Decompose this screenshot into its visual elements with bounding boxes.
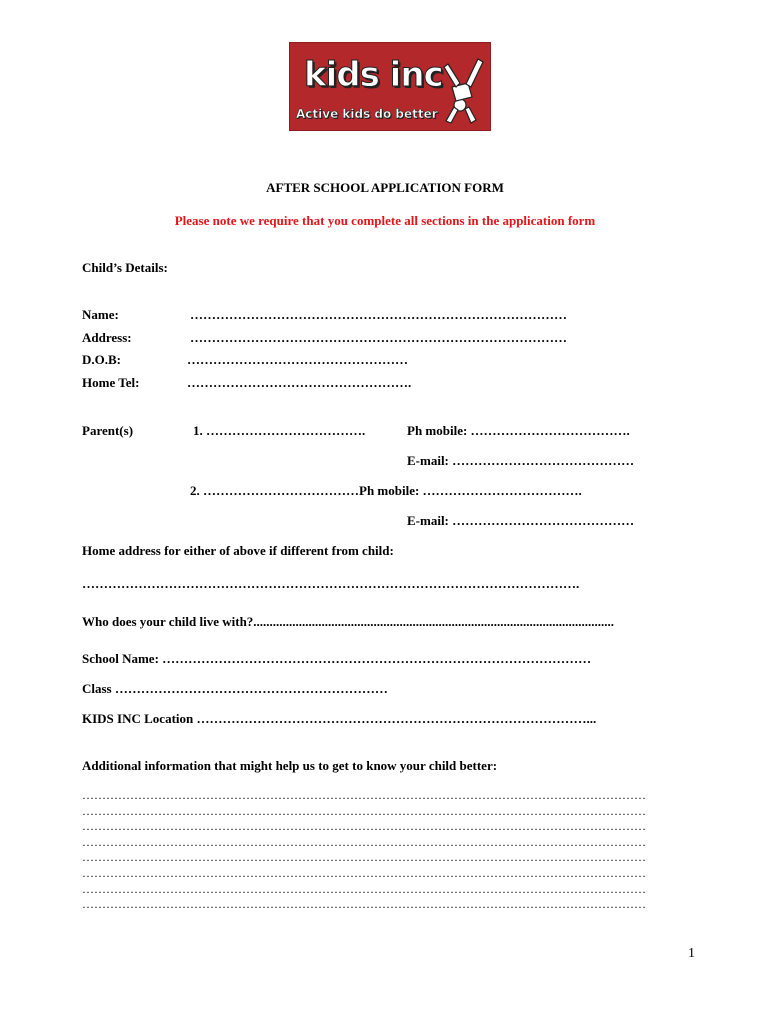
class-field[interactable]: Class ……………………………………………………… <box>82 681 388 696</box>
location-field[interactable]: KIDS INC Location ………………………………………………………………………………... <box>82 711 597 726</box>
additional-line[interactable]: …………………………………………………………………………………………………………………………… <box>82 865 646 880</box>
address-field[interactable]: …………………………………………………………………………… <box>190 330 567 345</box>
parent1-mobile-field[interactable]: Ph mobile: ………………………………. <box>407 423 630 438</box>
dob-field[interactable]: …………………………………………… <box>187 352 408 367</box>
cartwheel-figure-icon <box>438 47 488 127</box>
additional-line[interactable]: …………………………………………………………………………………………………………………………… <box>82 881 646 896</box>
childs-details-heading: Child’s Details: <box>82 260 168 275</box>
home-address-field[interactable]: ……………………………………………………………………………………………………. <box>82 576 580 591</box>
address-label: Address: <box>82 330 132 345</box>
parent2-name-mobile-field[interactable]: 2. ………………………………Ph mobile: ………………………………. <box>190 483 582 498</box>
parent2-email-field[interactable]: E-mail: …………………………………… <box>407 513 635 528</box>
logo-brand: kids inc <box>304 55 443 95</box>
additional-line[interactable]: …………………………………………………………………………………………………………………………… <box>82 834 646 849</box>
logo-tagline: Active kids do better <box>296 107 438 121</box>
form-title: AFTER SCHOOL APPLICATION FORM <box>266 180 504 195</box>
additional-info-lines[interactable] <box>82 788 646 913</box>
additional-line[interactable]: …………………………………………………………………………………………………………………………… <box>82 850 646 865</box>
home-tel-label: Home Tel: <box>82 375 140 390</box>
form-notice: Please note we require that you complete all sections in the application form <box>174 213 596 228</box>
dob-label: D.O.B: <box>82 352 121 367</box>
home-address-label: Home address for either of above if different from child: <box>82 543 394 558</box>
name-field[interactable]: …………………………………………………………………………… <box>190 307 567 322</box>
lives-with-field[interactable]: Who does your child live with?............................................................................................................... <box>82 614 615 629</box>
school-name-field[interactable]: School Name: ……………………………………………………………………………………… <box>82 651 592 666</box>
kids-inc-logo <box>289 42 491 131</box>
additional-line[interactable]: …………………………………………………………………………………………………………………………… <box>82 788 646 802</box>
home-tel-field[interactable]: ……………………………………………. <box>187 375 412 390</box>
page-number: 1 <box>688 946 695 961</box>
additional-line[interactable]: …………………………………………………………………………………………………………………………… <box>82 819 646 834</box>
parent1-name-field[interactable]: 1. ………………………………. <box>193 423 366 438</box>
additional-line[interactable]: …………………………………………………………………………………………………………………………… <box>82 897 646 912</box>
additional-info-label: Additional information that might help us to get to know your child better: <box>82 758 498 773</box>
parent1-email-field[interactable]: E-mail: …………………………………… <box>407 453 635 468</box>
parents-label: Parent(s) <box>82 423 134 438</box>
name-label: Name: <box>82 307 119 322</box>
additional-line[interactable]: …………………………………………………………………………………………………………………………… <box>82 803 646 818</box>
